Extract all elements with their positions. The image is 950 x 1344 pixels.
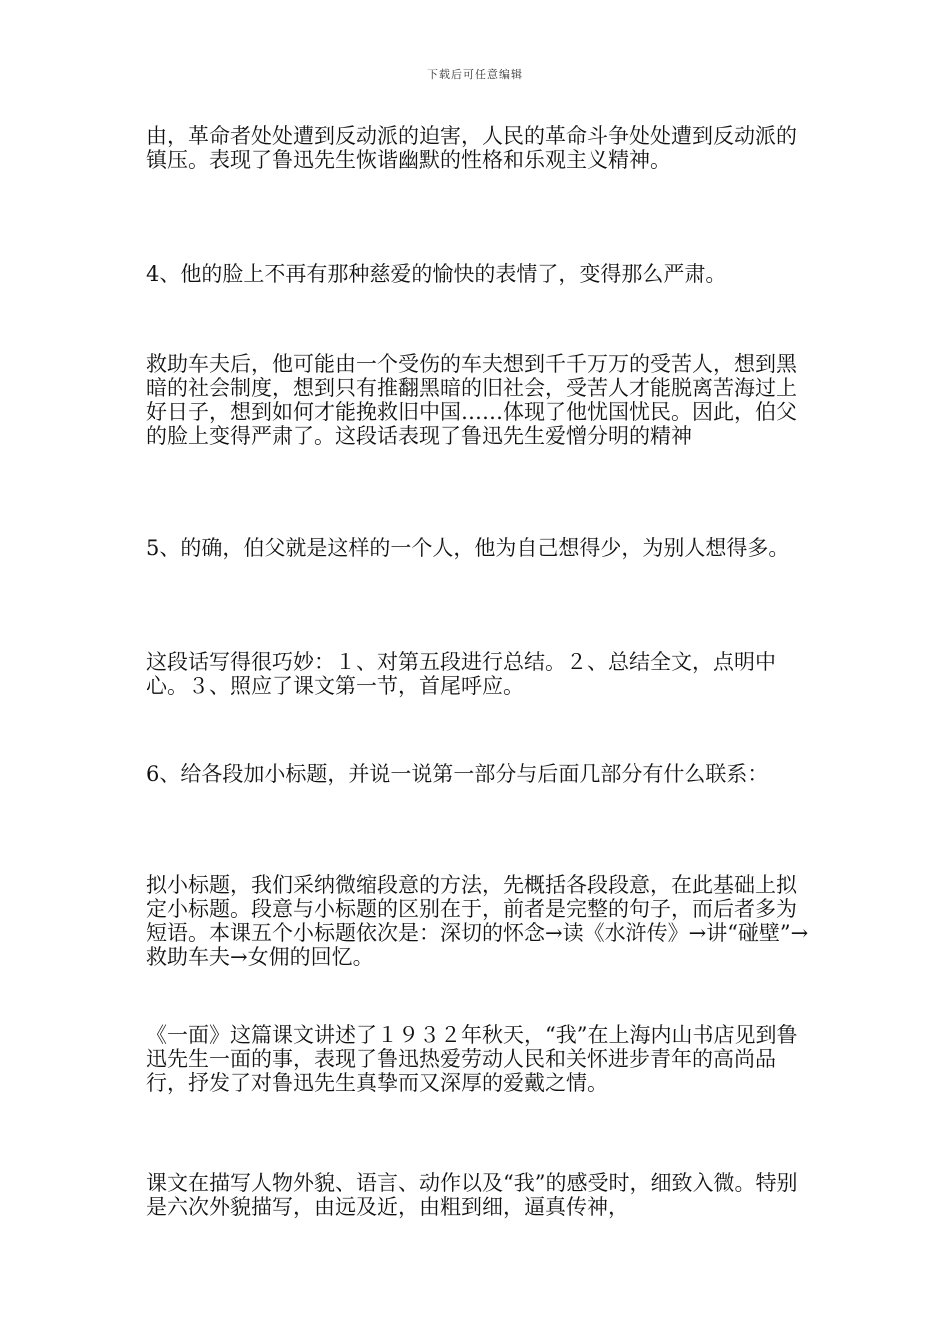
paragraph-9: 课文在描写人物外貌、语言、动作以及“我”的感受时，细致入微。特别是六次外貌描写，由远及近，由粗到细，逼真传神， — [146, 1171, 798, 1219]
paragraph-3: 救助车夫后，他可能由一个受伤的车夫想到千千万万的受苦人，想到黑暗的社会制度，想到只有推翻黑暗的旧社会，受苦人才能脱离苦海过上好日子，想到如何才能挽救旧中国……体现了他忧国忧民。因此，伯父的脸上变得严肃了。这段话表现了鲁迅先生爱憎分明的精神 — [146, 352, 797, 448]
paragraph-6: 6、给各段加小标题，并说一说第一部分与后面几部分有什么联系： — [146, 762, 769, 786]
paragraph-1: 由，革命者处处遭到反动派的迫害，人民的革命斗争处处遭到反动派的镇压。表现了鲁迅先生恢谐幽默的性格和乐观主义精神。 — [146, 124, 797, 172]
paragraph-2: 4、他的脸上不再有那种慈爱的愉快的表情了，变得那么严肃。 — [146, 262, 727, 286]
paragraph-8: 《一面》这篇课文讲述了１９３２年秋天，“我”在上海内山书店见到鲁迅先生一面的事，表现了鲁迅热爱劳动人民和关怀进步青年的高尚品行，抒发了对鲁迅先生真挚而又深厚的爱戴之情。 — [146, 1023, 798, 1095]
paragraph-5: 这段话写得很巧妙：１、对第五段进行总结。２、总结全文，点明中心。３、照应了课文第一节，首尾呼应。 — [146, 650, 776, 698]
page-header: 下载后可任意编辑 — [427, 68, 523, 81]
paragraph-7: 拟小标题，我们采纳微缩段意的方法，先概括各段段意，在此基础上拟定小标题。段意与小标题的区别在于，前者是完整的句子，而后者多为短语。本课五个小标题依次是：深切的怀念→读《水浒传》→讲“碰壁”→救助车夫→女佣的回忆。 — [146, 873, 809, 969]
paragraph-4: 5、的确，伯父就是这样的一个人，他为自己想得少，为别人想得多。 — [146, 536, 790, 560]
